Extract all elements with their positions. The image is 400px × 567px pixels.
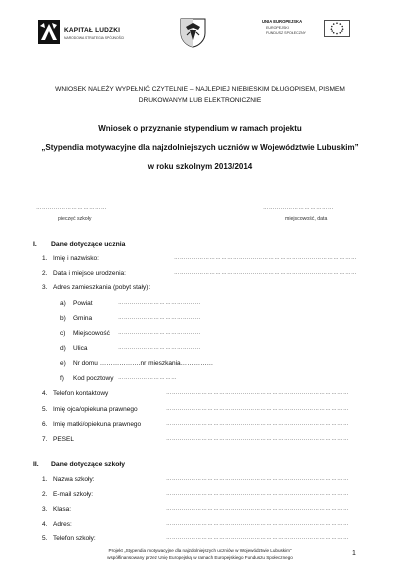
kapital-ludzki-emblem-icon <box>38 20 60 44</box>
address-row <box>60 345 260 355</box>
field-row <box>42 436 362 446</box>
address-letter: e) <box>60 360 66 367</box>
phone-input[interactable]: ………………………………………………………………………………… <box>166 390 349 396</box>
school-stamp-caption: pieczęć szkoły <box>58 216 92 222</box>
field-label: E-mail szkoły: <box>53 491 94 498</box>
field-number: 3. <box>42 284 48 291</box>
form-title <box>30 119 370 176</box>
lubuskie-crest-icon <box>180 18 206 48</box>
field-row <box>42 476 362 486</box>
school-stamp-field[interactable]: ……………………………… <box>36 205 107 211</box>
field-number: 2. <box>42 270 48 277</box>
school-name-input[interactable]: ………………………………………………………………………………… <box>166 476 349 482</box>
school-email-input[interactable]: ………………………………………………………………………………… <box>166 491 349 497</box>
address-letter: a) <box>60 300 66 307</box>
field-number: 4. <box>42 521 48 528</box>
town-input[interactable]: …………………………………… <box>118 330 201 336</box>
place-date-field[interactable]: ……………………………… <box>263 205 334 211</box>
mother-name-input[interactable]: ………………………………………………………………………………… <box>166 421 349 427</box>
field-row <box>42 255 362 265</box>
kapital-ludzki-logo <box>38 16 138 48</box>
street-input[interactable]: …………………………………… <box>118 345 201 351</box>
instructions-line-1: WNIOSEK NALEŻY WYPEŁNIĆ CZYTELNIE – NAJLEPIEJ NIEBIESKIM DŁUGOPISEM, PISMEM <box>55 86 345 93</box>
address-row <box>60 300 260 310</box>
field-number: 1. <box>42 255 48 262</box>
field-row <box>42 521 362 531</box>
field-number: 4. <box>42 390 48 397</box>
field-label: Imię matki/opiekuna prawnego <box>53 421 142 428</box>
eu-title: UNIA EUROPEJSKA <box>262 19 303 24</box>
field-label: Imię ojca/opiekuna prawnego <box>53 406 138 413</box>
house-flat-number-input[interactable]: Nr domu ……………….nr mieszkania…………… <box>73 360 214 367</box>
field-number: 5. <box>42 406 48 413</box>
field-label: Adres zamieszkania (pobyt stały): <box>53 284 151 291</box>
address-row <box>60 315 260 325</box>
address-label: Powiat <box>73 300 93 307</box>
field-number: 3. <box>42 506 48 513</box>
address-row <box>60 375 260 385</box>
footer-line-1: Projekt „Stypendia motywacyjne dla najzdolniejszych uczniów w Województwie Lubuskim” <box>108 548 292 553</box>
field-label: Telefon szkoły: <box>53 535 96 542</box>
address-label: Miejscowość <box>73 330 110 337</box>
field-row <box>42 406 362 416</box>
place-date-caption: miejscowość, data <box>285 216 328 222</box>
birth-date-place-input[interactable]: ………………………………………………………………………………… <box>174 270 357 276</box>
field-label: Adres: <box>53 521 72 528</box>
full-name-input[interactable]: ………………………………………………………………………………… <box>174 255 357 261</box>
field-number: 6. <box>42 421 48 428</box>
address-label: Gmina <box>73 315 93 322</box>
section-student-heading <box>33 241 125 248</box>
title-line-3: w roku szkolnym 2013/2014 <box>147 162 253 171</box>
postal-code-input[interactable]: ………………………… <box>118 375 177 381</box>
eu-line-1: EUROPEJSKI <box>266 26 289 30</box>
eu-logo <box>262 18 354 44</box>
instructions-line-2: DRUKOWANYM LUB ELEKTRONICZNIE <box>138 97 262 104</box>
field-number: 5. <box>42 535 48 542</box>
field-row <box>42 270 362 280</box>
field-label: Data i miejsce urodzenia: <box>53 270 126 277</box>
address-label: Ulica <box>73 345 88 352</box>
eu-flag-icon <box>324 20 350 37</box>
page-footer <box>60 547 340 561</box>
father-name-input[interactable]: ………………………………………………………………………………… <box>166 406 349 412</box>
title-line-2: „Stypendia motywacyjne dla najzdolniejszych uczniów w Województwie Lubuskim” <box>41 143 359 152</box>
section-title: Dane dotyczące ucznia <box>51 241 126 248</box>
section-school-heading <box>33 461 125 468</box>
title-line-1: Wniosek o przyznanie stypendium w ramach projektu <box>98 124 302 133</box>
address-letter: d) <box>60 345 66 352</box>
field-number: 1. <box>42 476 48 483</box>
section-number: I. <box>33 241 37 248</box>
field-row <box>42 506 362 516</box>
field-label: Imię i nazwisko: <box>53 255 99 262</box>
field-label: Nazwa szkoły: <box>53 476 95 483</box>
school-address-input[interactable]: ………………………………………………………………………………… <box>166 521 349 527</box>
field-row <box>42 390 362 400</box>
kapital-ludzki-name: KAPITAŁ LUDZKI <box>64 27 121 34</box>
eu-line-2: FUNDUSZ SPOŁECZNY <box>266 31 306 35</box>
kapital-ludzki-subtitle: NARODOWA STRATEGIA SPÓJNOŚCI <box>64 36 125 40</box>
address-letter: f) <box>60 375 64 382</box>
section-number: II. <box>33 461 39 468</box>
address-label: Kod pocztowy <box>73 375 114 382</box>
address-row <box>60 360 260 370</box>
field-row <box>42 284 362 294</box>
field-number: 2. <box>42 491 48 498</box>
address-letter: b) <box>60 315 66 322</box>
address-row <box>60 330 260 340</box>
address-letter: c) <box>60 330 66 337</box>
county-input[interactable]: …………………………………… <box>118 300 201 306</box>
page-number: 1 <box>352 550 356 557</box>
footer-line-2: współfinansowany przez Unię Europejską w ramach Europejskiego Funduszu Społecznego <box>107 555 293 560</box>
field-label: Klasa: <box>53 506 72 513</box>
fill-instructions <box>40 84 360 106</box>
field-label: Telefon kontaktowy <box>53 390 109 397</box>
field-row <box>42 421 362 431</box>
pesel-input[interactable]: ………………………………………………………………………………… <box>166 436 349 442</box>
field-row <box>42 491 362 501</box>
class-input[interactable]: ………………………………………………………………………………… <box>166 506 349 512</box>
school-phone-input[interactable]: ………………………………………………………………………………… <box>166 535 349 541</box>
section-title: Dane dotyczące szkoły <box>51 461 126 468</box>
field-label: PESEL <box>53 436 74 443</box>
field-number: 7. <box>42 436 48 443</box>
field-row <box>42 535 362 545</box>
municipality-input[interactable]: …………………………………… <box>118 315 201 321</box>
